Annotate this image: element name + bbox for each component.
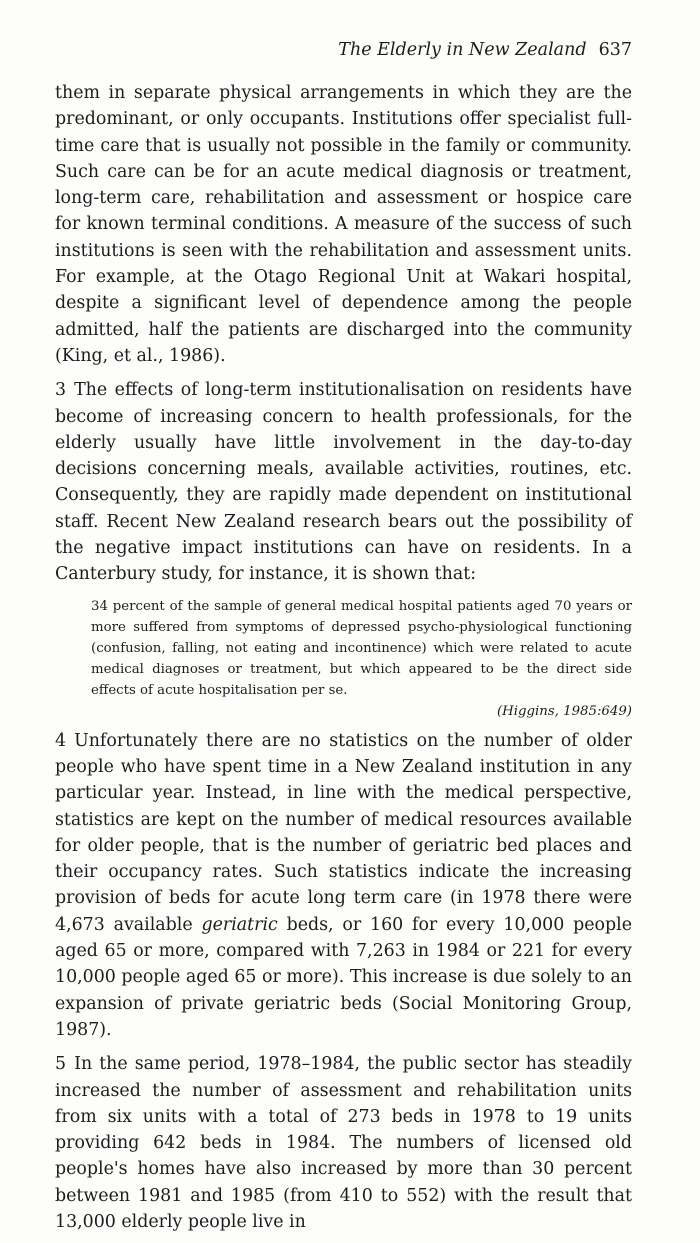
paragraph-continued (55, 80, 632, 369)
paragraph-number: 3 (55, 380, 67, 401)
quote-text: 34 percent of the sample of general medical hospital patients aged 70 years or more suffered from symptoms of depressed psycho-physiological functioning (confusion, falling, not eating and incontinence) which were related to acute medical diagnoses or treatment, but which appeared to be the direct side effects of acute hospitalisation per se. (91, 598, 632, 698)
book-page (55, 38, 632, 1243)
page-number: 637 (598, 40, 632, 60)
paragraph-text: The effects of long-term institutionalisation on residents have become of increasing concern to health professionals, for the elderly usually have little involvement in the day-to-day decisions concerning meals, available activities, routines, etc. Consequently, they are rapidly made dependent on institutional staff. Recent New Zealand research bears out the possibility of the negative impact institutions can have on residents. In a Canterbury study, for instance, it is shown that: (55, 380, 632, 585)
paragraph-4 (55, 728, 632, 1044)
paragraph-5 (55, 1051, 632, 1235)
quote-citation: (Higgins, 1985:649) (496, 703, 632, 719)
paragraph-number: 4 (55, 730, 67, 751)
running-header (55, 38, 632, 62)
emphasized-term: geriatric (201, 914, 278, 935)
block-quote (91, 596, 632, 722)
running-title: The Elderly in New Zealand (338, 40, 587, 60)
paragraph-text: In the same period, 1978–1984, the public sector has steadily increased the number of assessment and rehabilitation units from six units with a total of 273 beds in 1978 to 19 units providing 642 beds in 1984. The numbers of licensed old people's homes have also increased by more than 30 percent between 1981 and 1985 (from 410 to 552) with the result that 13,000 elderly people live in (55, 1054, 632, 1232)
paragraph-3 (55, 377, 632, 587)
paragraph-text-part: Unfortunately there are no statistics on the number of older people who have spent time in a New Zealand institution in any particular year. Instead, in line with the medical perspective, statistics are kept on the number of medical resources available for older people, that is the number of geriatric bed places and their occupancy rates. Such statistics indicate the increasing provision of beds for acute long term care (in 1978 there were 4,673 available (55, 730, 632, 935)
paragraph-text: them in separate physical arrangements in which they are the predominant, or only occupants. Institutions offer specialist full-time care that is usually not possible in the family or community. Such care can be for an acute medical diagnosis or treatment, long-term care, rehabilitation and assessment or hospice care for known terminal conditions. A measure of the success of such institutions is seen with the rehabilitation and assessment units. For example, at the Otago Regional Unit at Wakari hospital, despite a significant level of dependence among the people admitted, half the patients are discharged into the community (King, et al., 1986). (55, 83, 632, 366)
paragraph-number: 5 (55, 1054, 67, 1075)
paragraph-text-part: beds, or 160 for every 10,000 people aged 65 or more, compared with 7,263 in 1984 or 221 for every 10,000 people aged 65 or more). This increase is due solely to an expansion of private geriatric beds (Social Monitoring Group, 1987). (55, 914, 632, 1040)
